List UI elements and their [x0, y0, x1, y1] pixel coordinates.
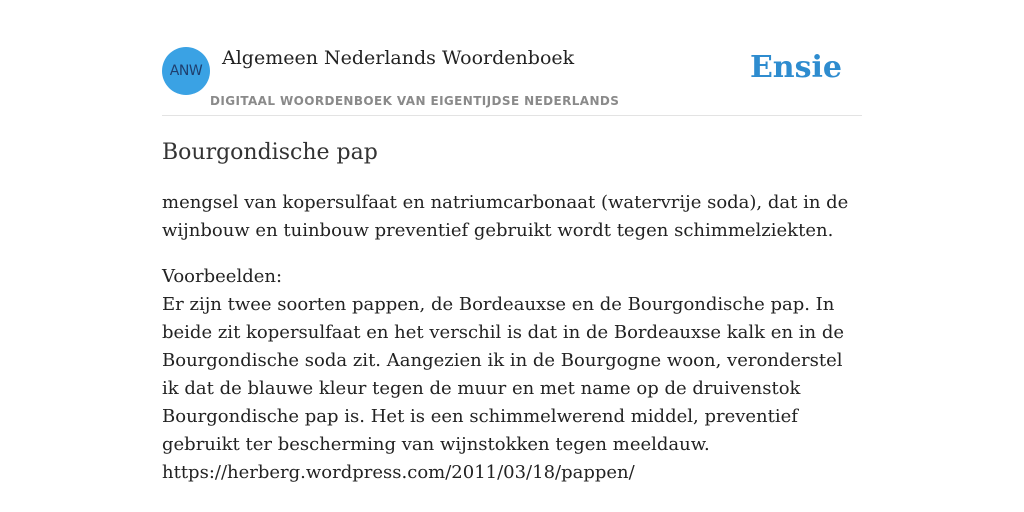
dictionary-title[interactable]: Algemeen Nederlands Woordenboek — [222, 47, 575, 69]
examples-label: Voorbeelden: — [162, 266, 283, 287]
dictionary-subtitle: DIGITAAL WOORDENBOEK VAN EIGENTIJDSE NEDERLANDS — [210, 94, 620, 108]
entry-term: Bourgondische pap — [162, 140, 378, 165]
ensie-brand-link[interactable]: Ensie — [749, 50, 842, 85]
anw-logo-text: ANW — [169, 63, 203, 79]
source-link[interactable]: https://herberg.wordpress.com/2011/03/18/pappen/ — [162, 462, 635, 483]
examples-section — [162, 263, 862, 487]
entry-card — [162, 40, 862, 487]
entry-definition: mengsel van kopersulfaat en natriumcarbonaat (watervrije soda), dat in de wijnbouw en tuinbouw preventief gebruikt wordt tegen schimmelziekten. — [162, 192, 849, 241]
anw-logo[interactable] — [162, 47, 210, 95]
dictionary-header — [162, 40, 862, 116]
example-text: Er zijn twee soorten pappen, de Bordeauxse en de Bourgondische pap. In beide zit kopersulfaat en het verschil is dat in de Bordeauxse kalk en in de Bourgondische soda zit. Aangezien ik in de Bourgogne woon, veronderstel ik dat de blauwe kleur tegen de muur en met name op de druivenstok Bourgondische pap is. Het is een schimmelwerend middel, preventief gebruikt ter bescherming van wijnstokken tegen meeldauw. — [162, 294, 845, 455]
